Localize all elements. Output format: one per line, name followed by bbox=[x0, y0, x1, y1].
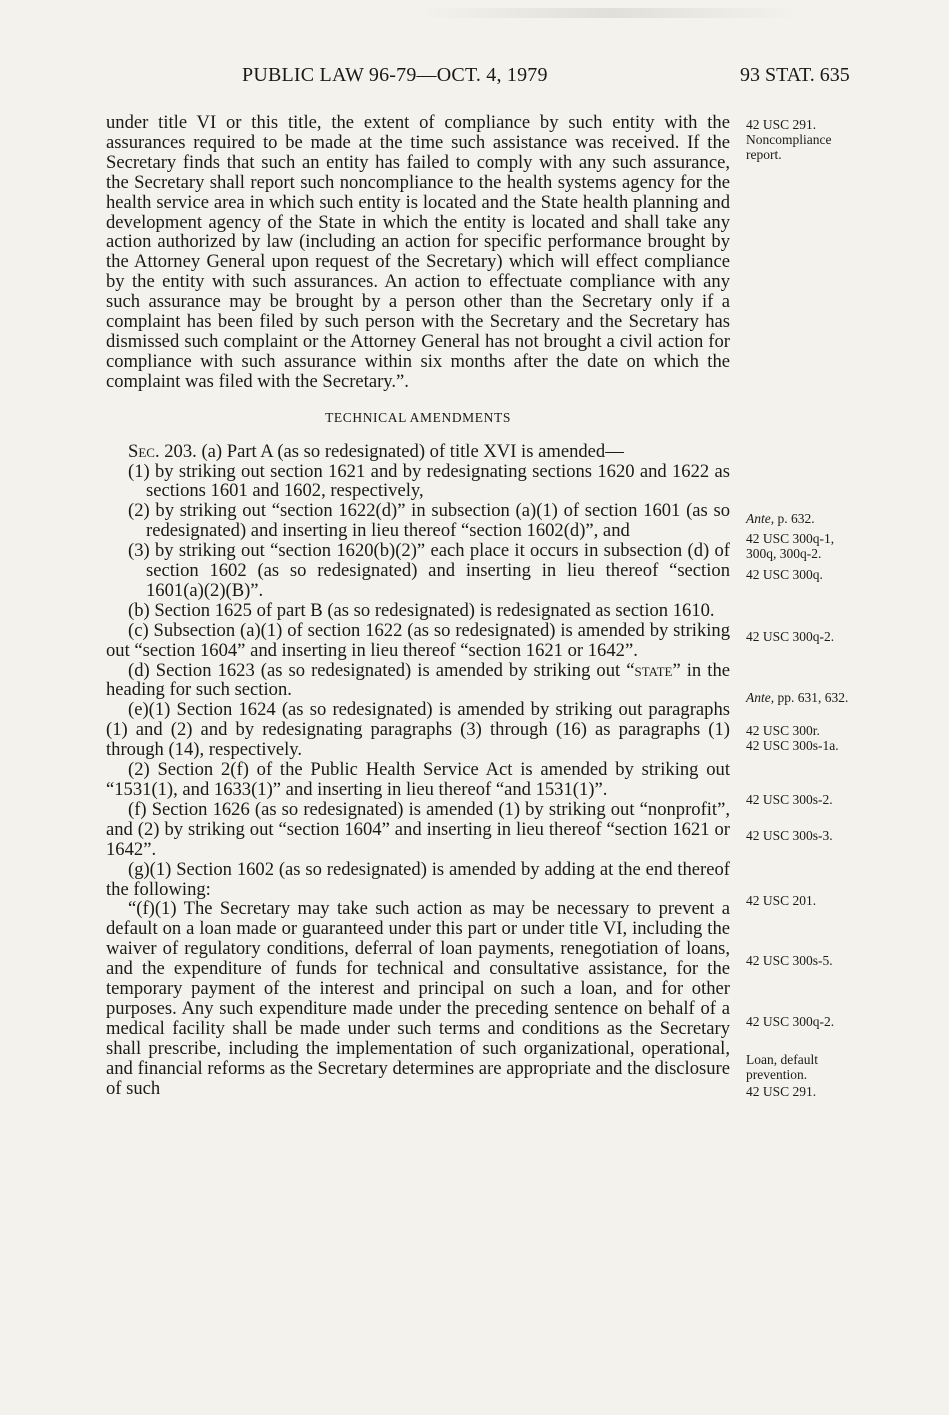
margin-note: 42 USC 300q-1, 300q, 300q-2. bbox=[746, 531, 835, 561]
d-pre: (d) Section 1623 (as so redesignated) is amended by striking out “ bbox=[128, 659, 635, 681]
margin-note: 42 USC 300s-5. bbox=[746, 953, 833, 968]
paragraph-g1: (g)(1) Section 1602 (as so redesignated) is amended by adding at the end thereof the following: bbox=[106, 858, 730, 900]
paragraph-b: (b) Section 1625 of part B (as so redesignated) is redesignated as section 1610. bbox=[128, 599, 715, 621]
margin-note: 42 USC 300q. bbox=[746, 567, 823, 582]
running-title: PUBLIC LAW 96-79—OCT. 4, 1979 bbox=[242, 64, 548, 86]
stat-page-number: 93 STAT. 635 bbox=[740, 64, 850, 86]
paragraph-c: (c) Subsection (a)(1) of section 1622 (as so redesignated) is amended by striking out “section 1604” and inserting in lieu thereof “section 1621 or 1642”. bbox=[106, 619, 730, 661]
scan-smudge bbox=[420, 8, 800, 18]
margin-note: 42 USC 300q-2. bbox=[746, 1014, 835, 1029]
margin-note: 42 USC 291. bbox=[746, 117, 817, 132]
paragraph-compliance: under title VI or this title, the extent of compliance by such entity with the assurances required to be made at the time such assistance was received. If the Secretary finds that such an entity has failed to comply with any such assurance, the Secretary shall report such noncompliance to the health systems agency for the health service area in which such entity is located and the State health planning and development agency of the State in which the entity is located and shall take any action authorized by law (including an action for specific performance brought by the Attorney General upon request of the Secretary) which will effect compliance by the entity with such assurances. An action to effectuate compliance with any such assurance may be brought by a person other than the Secretary only if a complaint has been filed by such person with the Secretary and the Secretary has dismissed such complaint or the Attorney General has not brought a civil action for compliance with such assurance within six months after the date on which the complaint was filed with the Secretary.”. bbox=[106, 112, 730, 392]
page-header bbox=[0, 64, 949, 88]
sec-203-text: 203. (a) Part A (as so redesignated) of title XVI is amended— bbox=[159, 440, 624, 462]
paragraph-e1: (e)(1) Section 1624 (as so redesignated) is amended by striking out paragraphs (1) and (2) and by redesignating paragraphs (3) through (16) as paragraphs (1) through (14), respectively. bbox=[106, 699, 730, 761]
paragraph-d bbox=[106, 661, 730, 701]
paragraph-f: (f) Section 1626 (as so redesignated) is amended (1) by striking out “nonprofit”, and (2) by striking out “section 1604” and inserting in lieu thereof “section 1621 or 1642”. bbox=[106, 798, 730, 860]
d-state: state bbox=[634, 659, 673, 681]
sec-label: Sec. bbox=[128, 440, 160, 462]
d-post: ” in the heading for such section. bbox=[106, 659, 730, 701]
margin-note: 42 USC 300r. bbox=[746, 723, 820, 738]
quoted-paragraph-f1: “(f)(1) The Secretary may take such action as may be necessary to prevent a default on a loan made or guaranteed under this part or under title VI, including the waiver of regulatory conditions, deferral of loan payments, renegotiation of loans, and the expenditure of funds for technical and consultative assistance, for the temporary payment of the interest and principal on such a loan, and for other purposes. Any such expenditure made under the preceding sentence on behalf of a medical facility shall be made under such terms and conditions as the Secretary shall prescribe, including the implementation of such organizational, operational, and financial reforms as the Secretary determines are appropriate and the disclosure of such bbox=[106, 898, 730, 1099]
margin-note: 42 USC 201. bbox=[746, 893, 817, 908]
clause-a3: (3) by striking out “section 1620(b)(2)” each place it occurs in subsection (d) of section 1602 (as so redesignated) and inserting in lieu thereof “section 1601(a)(2)(B)”. bbox=[128, 540, 730, 601]
margin-note: Ante, p. 632. bbox=[746, 511, 815, 526]
ante-label: Ante, bbox=[746, 690, 775, 705]
margin-note: Ante, pp. 631, 632. bbox=[746, 690, 849, 705]
statute-body bbox=[106, 113, 730, 1099]
margin-note: Loan, default prevention. bbox=[746, 1052, 818, 1082]
ante-label: Ante, bbox=[746, 511, 775, 526]
clause-a1: (1) by striking out section 1621 and by redesignating sections 1620 and 1622 as sections 1601 and 1602, respectively, bbox=[128, 460, 730, 502]
clause-a2: (2) by striking out “section 1622(d)” in subsection (a)(1) of section 1601 (as so redesignated) and inserting in lieu thereof “section 1602(d)”, and bbox=[128, 500, 730, 542]
margin-note: 42 USC 300s-3. bbox=[746, 828, 833, 843]
margin-note: 42 USC 291. bbox=[746, 1084, 817, 1099]
section-heading: TECHNICAL AMENDMENTS bbox=[325, 409, 511, 425]
margin-note: Noncompliance report. bbox=[746, 132, 832, 162]
margin-note: 42 USC 300s-2. bbox=[746, 792, 833, 807]
margin-note: 42 USC 300s-1a. bbox=[746, 738, 839, 753]
margin-note: 42 USC 300q-2. bbox=[746, 629, 835, 644]
paragraph-e2: (2) Section 2(f) of the Public Health Service Act is amended by striking out “1531(1), and 1633(1)” and inserting in lieu thereof “and 1531(1)”. bbox=[106, 759, 730, 800]
paragraph-sec-203 bbox=[106, 442, 730, 462]
